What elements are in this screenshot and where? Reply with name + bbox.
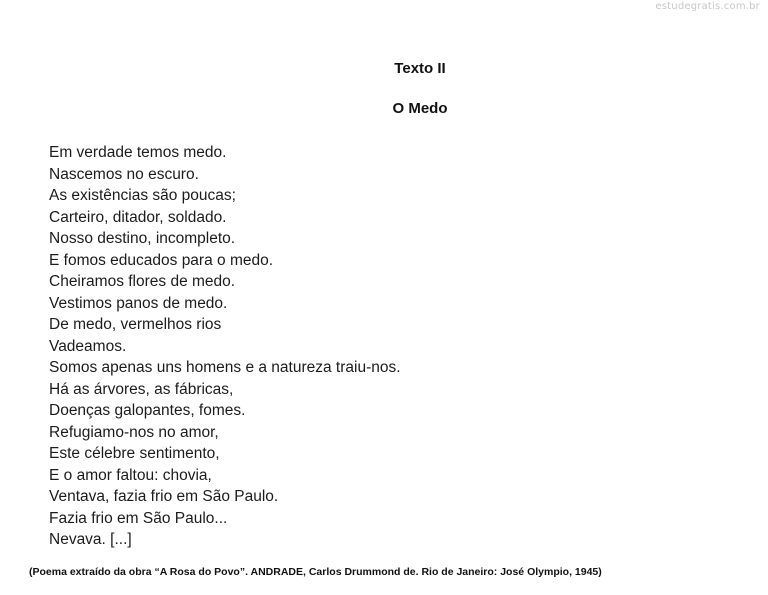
poem-line: Nosso destino, incompleto. — [49, 230, 236, 247]
poem-line: Este célebre sentimento, — [49, 445, 220, 462]
poem-line: De medo, vermelhos rios — [49, 316, 222, 333]
poem-line: Doenças galopantes, fomes. — [49, 402, 246, 419]
source-citation: (Poema extraído da obra “A Rosa do Povo”. ANDRADE, Carlos Drummond de. Rio de Janeiro: José Olympio, 1945) — [29, 566, 602, 578]
poem-line: Há as árvores, as fábricas, — [49, 380, 234, 398]
poem-line: Vestimos panos de medo. — [49, 294, 228, 312]
poem-line: E fomos educados para o medo. — [49, 251, 274, 269]
poem-line: As existências são poucas; — [49, 187, 236, 204]
poem-line: Refugiamo-nos no amor, — [49, 423, 219, 441]
poem-line: Ventava, fazia frio em São Paulo. — [49, 488, 279, 505]
poem-line: Vadeamos. — [49, 337, 127, 355]
poem-title: O Medo — [392, 100, 448, 117]
poem-line: Nevava. [...] — [49, 531, 132, 548]
poem-line: Nascemos no escuro. — [49, 165, 199, 183]
poem-line: Fazia frio em São Paulo... — [49, 509, 228, 527]
poem-line: Cheiramos flores de medo. — [49, 273, 236, 290]
poem-line: E o amor faltou: chovia, — [49, 466, 212, 484]
poem-line: Carteiro, ditador, soldado. — [49, 208, 227, 226]
poem-line: Em verdade temos medo. — [49, 144, 227, 161]
text-label: Texto II — [394, 60, 446, 77]
watermark: estudegratis.com.br — [655, 1, 760, 12]
poem-body — [49, 142, 401, 551]
poem-line: Somos apenas uns homens e a natureza traiu-nos. — [49, 359, 401, 376]
